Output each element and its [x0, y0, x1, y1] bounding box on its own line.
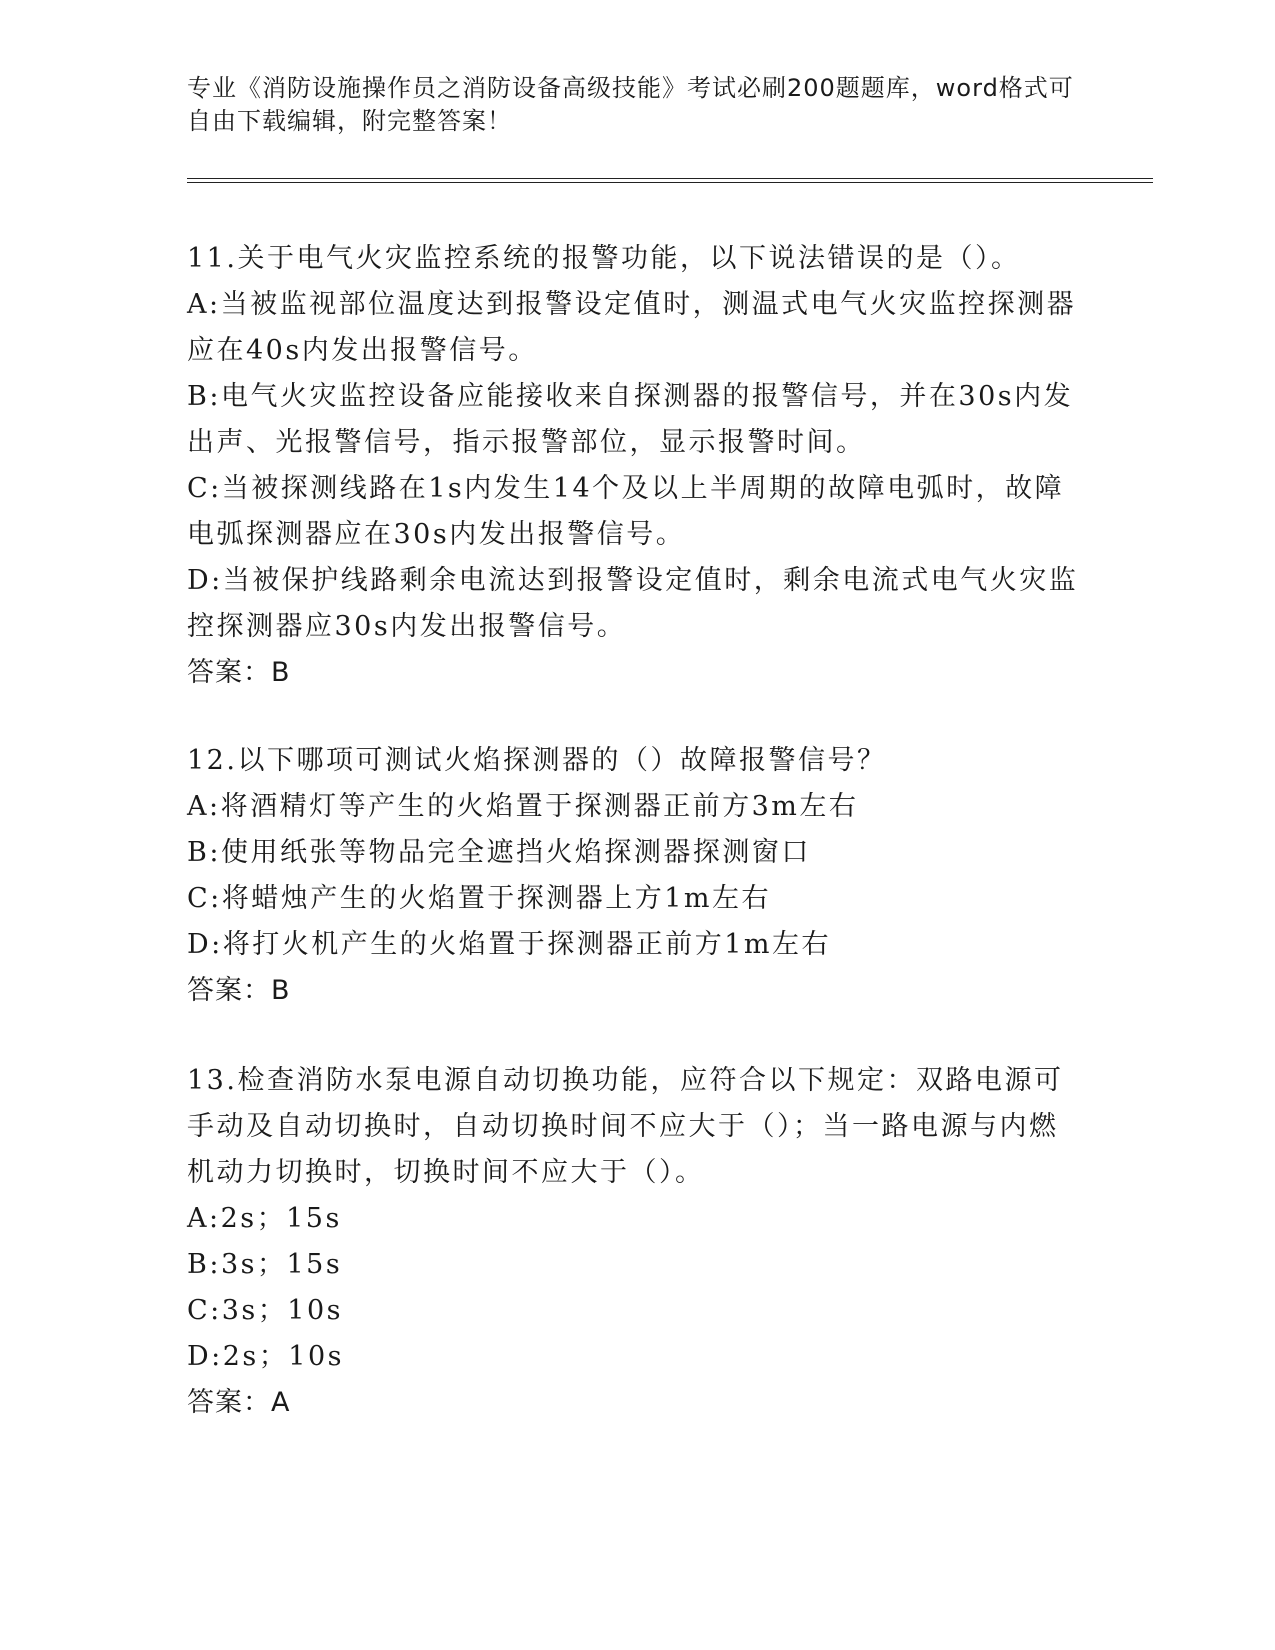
option-a: A:2s；15s [187, 1203, 342, 1234]
option-d: D:当被保护线路剩余电流达到报警设定值时，剩余电流式电气火灾监控探测器应30s内发出报警信号。 [187, 565, 1079, 642]
document-header: 专业《消防设施操作员之消防设备高级技能》考试必刷200题题库，word格式可自由下载编辑，附完整答案！ [187, 74, 1074, 135]
question-stem: 11.关于电气火灾监控系统的报警功能，以下说法错误的是（）。 [187, 243, 1021, 274]
option-c: C:当被探测线路在1s内发生14个及以上半周期的故障电弧时，故障电弧探测器应在30s内发出报警信号。 [187, 473, 1065, 550]
option-c: C:将蜡烛产生的火焰置于探测器上方1m左右 [187, 883, 772, 914]
option-b: B:3s；15s [187, 1249, 343, 1280]
answer-line: 答案：B [187, 975, 291, 1006]
option-a: A:当被监视部位温度达到报警设定值时，测温式电气火灾监控探测器应在40s内发出报警信号。 [187, 289, 1077, 366]
option-b: B:电气火灾监控设备应能接收来自探测器的报警信号，并在30s内发出声、光报警信号，指示报警部位，显示报警时间。 [187, 381, 1074, 458]
question-block [187, 1058, 1087, 1426]
answer-line: 答案：B [187, 657, 291, 688]
option-a: A:将酒精灯等产生的火焰置于探测器正前方3m左右 [187, 791, 859, 822]
option-d: D:2s；10s [187, 1341, 344, 1372]
answer-line: 答案：A [187, 1387, 291, 1418]
header-divider [187, 178, 1153, 183]
option-b: B:使用纸张等物品完全遮挡火焰探测器探测窗口 [187, 837, 811, 868]
question-stem: 12.以下哪项可测试火焰探测器的（）故障报警信号？ [187, 745, 887, 776]
option-c: C:3s；10s [187, 1295, 344, 1326]
question-block [187, 236, 1087, 696]
question-block [187, 738, 1087, 1014]
option-d: D:将打火机产生的火焰置于探测器正前方1m左右 [187, 929, 832, 960]
question-stem: 13.检查消防水泵电源自动切换功能，应符合以下规定：双路电源可手动及自动切换时，自动切换时间不应大于（）；当一路电源与内燃机动力切换时，切换时间不应大于（）。 [187, 1065, 1064, 1188]
